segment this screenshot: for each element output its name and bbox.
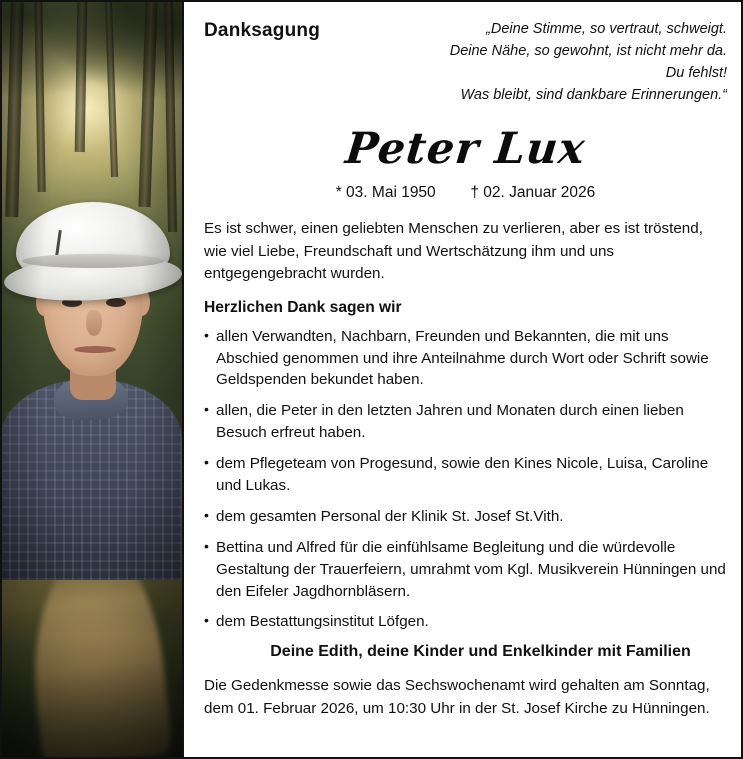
verse-line-2: Deine Nähe, so gewohnt, ist nicht mehr da. (449, 43, 727, 60)
list-item: • dem Bestattungsinstitut Löfgen. (204, 611, 727, 633)
family-signature: Deine Edith, deine Kinder und Enkelkinder mit Familien (270, 643, 691, 661)
memorial-service-note: Die Gedenkmesse sowie das Sechswochenamt wird gehalten am Sonntag, dem 01. Februar 2026, um 10:30 Uhr in der St. Josef Kirche zu Hünningen. (204, 677, 710, 718)
death-date: † 02. Januar 2026 (470, 184, 596, 202)
photo-vignette (2, 2, 182, 757)
thanks-list (204, 326, 727, 634)
birth-date: * 03. Mai 1950 (335, 184, 436, 202)
memorial-photo (2, 2, 182, 757)
memorial-verse (450, 18, 727, 106)
header-row (204, 18, 727, 106)
deceased-name: Peter Lux (343, 124, 588, 175)
thanks-subheading: Herzlichen Dank sagen wir (204, 298, 402, 316)
verse-line-1: „Deine Stimme, so vertraut, schweigt. (486, 21, 727, 37)
obituary-text-column (184, 2, 741, 757)
list-item: • allen, die Peter in den letzten Jahren und Monaten durch einen lieben Besuch erfreut haben. (204, 400, 727, 444)
verse-line-3: Du fehlst! (665, 65, 727, 82)
list-item: • Bettina und Alfred für die einfühlsame Begleitung und die würdevolle Gestaltung der Trauerfeiern, umrahmt vom Kgl. Musikverein Hünningen und den Eifeler Jagdhornbläsern. (204, 537, 727, 603)
intro-paragraph: Es ist schwer, einen geliebten Menschen zu verlieren, aber es ist tröstend, wie viel Liebe, Freundschaft und Wertschätzung ihm und uns entgegengebracht wurden. (204, 220, 703, 283)
list-item: • dem gesamten Personal der Klinik St. Josef St.Vith. (204, 506, 727, 528)
deceased-dates (204, 184, 727, 202)
list-item: • dem Pflegeteam von Progesund, sowie den Kines Nicole, Luisa, Caroline und Lukas. (204, 453, 727, 497)
verse-line-4: Was bleibt, sind dankbare Erinnerungen.“ (460, 87, 727, 104)
page-title: Danksagung (204, 20, 321, 41)
list-item: • allen Verwandten, Nachbarn, Freunden und Bekannten, die mit uns Abschied genommen und ihre Anteilnahme durch Wort oder Schrift sowie Geldspenden bekundet haben. (204, 326, 727, 392)
